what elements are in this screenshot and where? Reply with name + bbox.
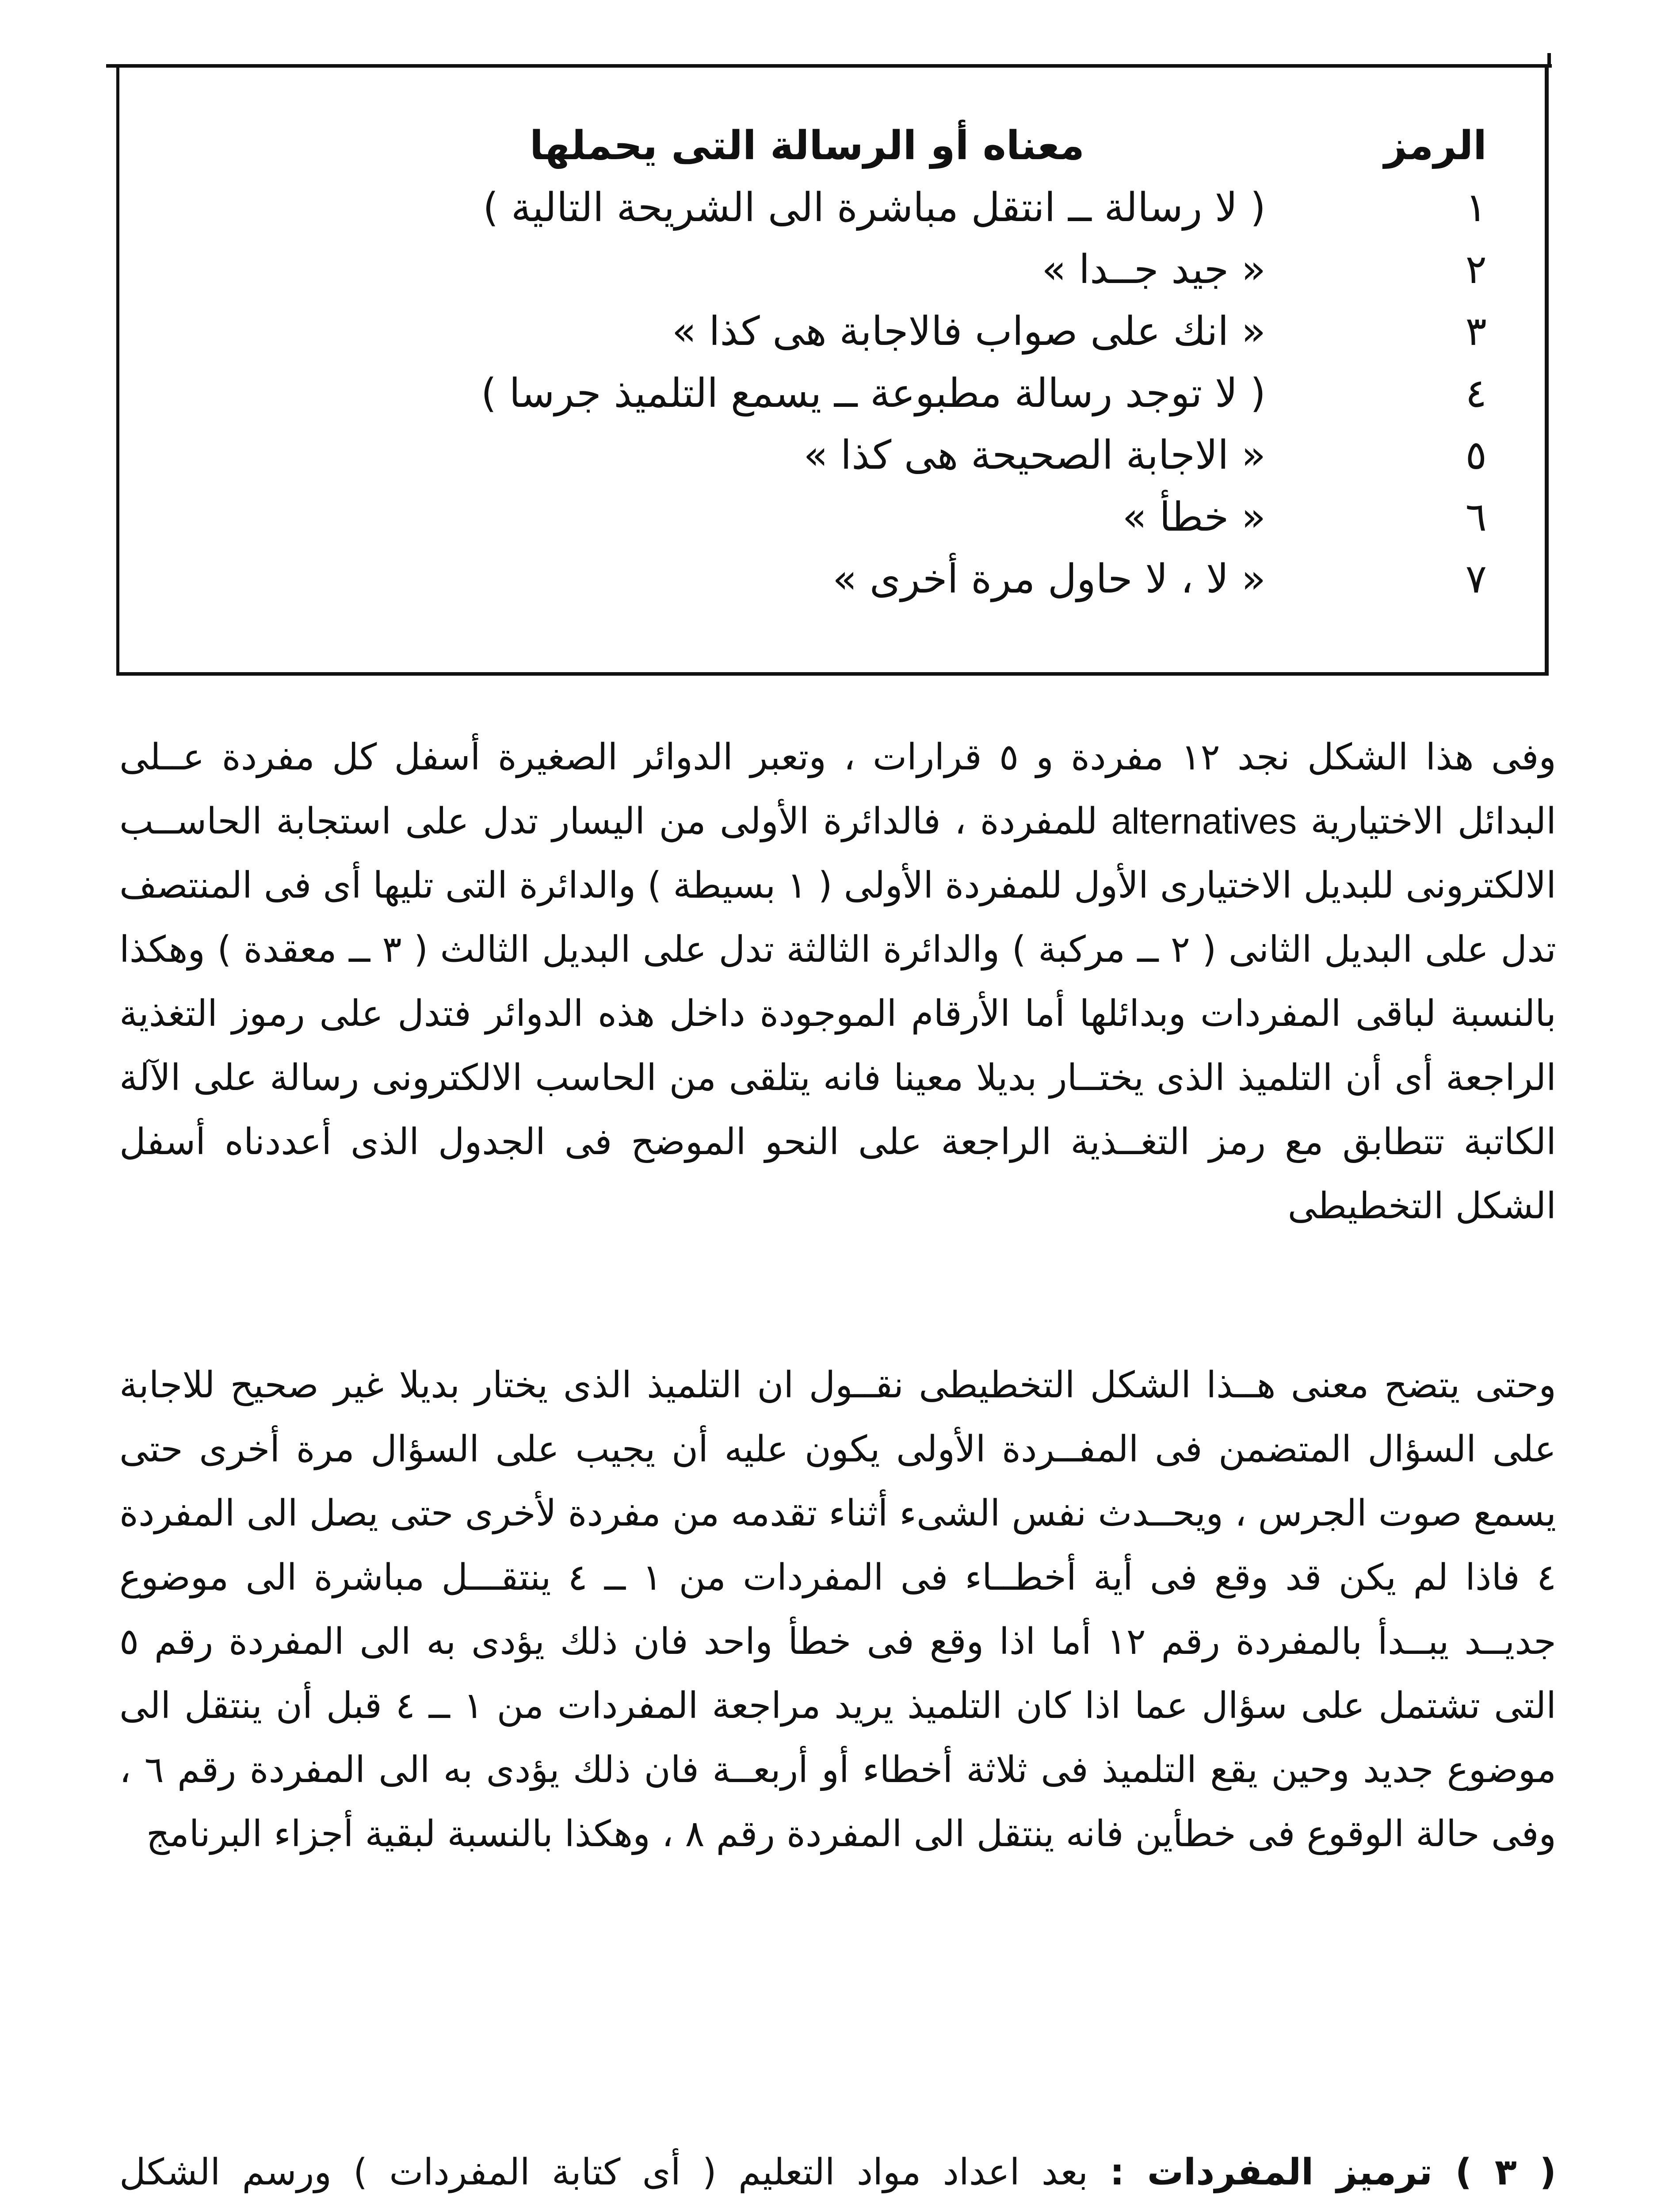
row-meaning: « الاجابة الصحيحة هى كذا » <box>803 432 1266 478</box>
header-meaning: معناه أو الرسالة التى يحملها <box>530 122 1084 169</box>
row-meaning: ( لا توجد رسالة مطبوعة ــ يسمع التلميذ جرسا ) <box>481 370 1266 417</box>
paragraph-3-text-a: بعد اعداد مواد التعليم ( أى كتابة المفردات ) ورسم الشكل <box>119 2151 1088 2193</box>
row-meaning: « لا ، لا حاول مرة أخرى » <box>832 556 1266 602</box>
row-code: ١ <box>1465 184 1487 231</box>
row-meaning: « انك على صواب فالاجابة هى كذا » <box>672 308 1266 355</box>
table-row <box>116 425 1549 486</box>
table-corner-tick <box>1547 53 1551 66</box>
table-bottom-rule <box>116 672 1549 676</box>
table-row <box>116 486 1549 548</box>
term-alternatives: alternatives <box>1111 801 1297 842</box>
table-row <box>116 177 1549 239</box>
header-code: الرمز <box>1384 122 1487 169</box>
table-header-row <box>116 115 1549 177</box>
row-code: ٦ <box>1465 494 1487 540</box>
row-code: ٤ <box>1465 370 1487 417</box>
paragraph-diagram-explanation <box>119 725 1556 1238</box>
paragraph-1-text-a: وفى هذا الشكل نجد ١٢ مفردة و ٥ قرارات ، وتعبر الدوائر الصغيرة أسفل كل مفردة عــلى البدائل الاختيارية <box>119 736 1557 842</box>
table-row <box>116 548 1549 610</box>
paragraph-1-text-b: للمفردة ، فالدائرة الأولى من اليسار تدل على استجابة الحاســب الالكترونى للبديل الاختيارى الأول للمفردة الأولى ( ١ بسيطة ) والدائرة التى تليها أى فى المنتصف تدل على البديل الثانى ( ٢ ــ مركبة ) والدائرة الثالثة تدل على البديل الثالث ( ٣ ــ معقدة ) وهكذا بالنسبة لباقى المفردات وبدائلها أما الأرقام الموجودة داخل هذه الدوائر فتدل على رموز التغذية الراجعة أى أن التلميذ الذى يختــار بديلا معينا فانه يتلقى من الحاسب الالكترونى رسالة على الآلة الكاتبة تتطابق مع رمز التغــذية الراجعة على النحو الموضح فى الجدول الذى أعددناه أسفل الشكل التخطيطى <box>119 800 1556 1227</box>
table-row <box>116 363 1549 425</box>
row-meaning: « خطأ » <box>1122 494 1266 540</box>
paragraph-diagram-example: وحتى يتضح معنى هــذا الشكل التخطيطى نقــول ان التلميذ الذى يختار بديلا غير صحيح للاجابة على السؤال المتضمن فى المفــردة الأولى يكون عليه أن يجيب على السؤال مرة أخرى حتى يسمع صوت الجرس ، ويحــدث نفس الشىء أثناء تقدمه من مفردة لأخرى حتى يصل الى المفردة ٤ فاذا لم يكن قد وقع فى أية أخطــاء فى المفردات من ١ ــ ٤ ينتقـــل مباشرة الى موضوع جديــد يبــدأ بالمفردة رقم ١٢ أما اذا وقع فى خطأ واحد فان ذلك يؤدى به الى المفردة رقم ٥ التى تشتمل على سؤال عما اذا كان التلميذ يريد مراجعة المفردات من ١ ــ ٤ قبل أن ينتقل الى موضوع جديد وحين يقع التلميذ فى ثلاثة أخطاء أو أربعــة فان ذلك يؤدى به الى المفردة رقم ٦ ، وفى حالة الوقوع فى خطأين فانه ينتقل الى المفردة رقم ٨ ، وهكذا بالنسبة لبقية أجزاء البرنامج <box>119 1364 1557 1855</box>
row-code: ٢ <box>1465 246 1487 293</box>
table-row <box>116 239 1549 301</box>
row-code: ٥ <box>1465 432 1487 478</box>
row-code: ٧ <box>1465 556 1487 602</box>
table-row <box>116 301 1549 363</box>
row-code: ٣ <box>1465 308 1487 355</box>
row-meaning: ( لا رسالة ــ انتقل مباشرة الى الشريحة التالية ) <box>483 184 1266 231</box>
section-heading-coding: ( ٣ ) ترميز المفردات : <box>1110 2151 1557 2193</box>
paragraph-coding-section <box>119 2140 1556 2211</box>
row-meaning: « جيد جــدا » <box>1042 246 1266 293</box>
